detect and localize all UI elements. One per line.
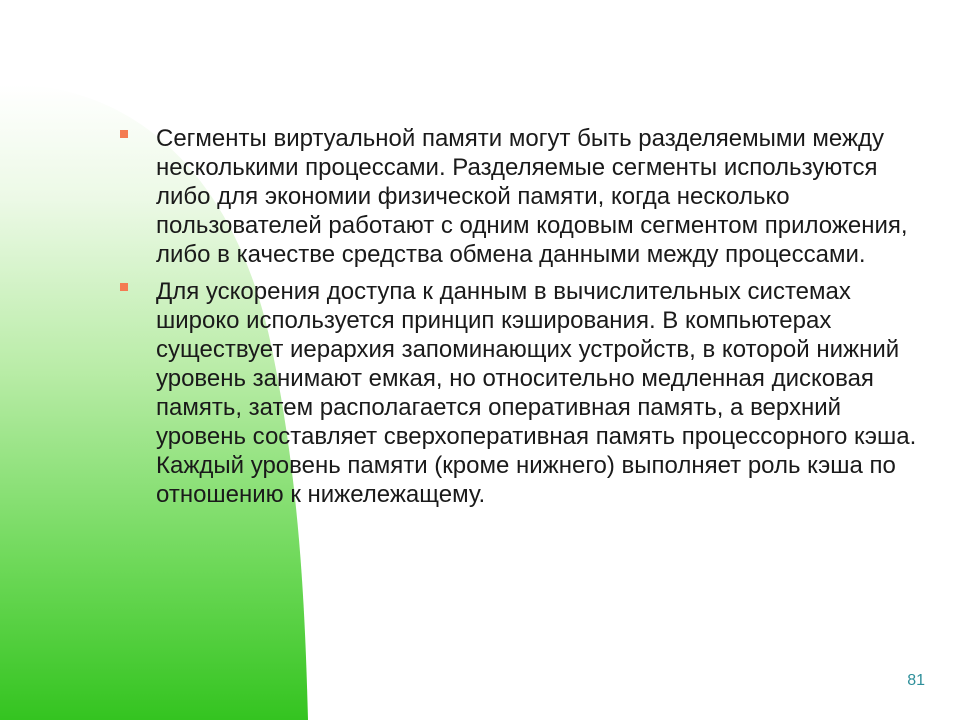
bullet-text: Сегменты виртуальной памяти могут быть разделяемыми между несколькими процессами. Разделяемые сегменты используются либо для экономии физической памяти, когда несколько пользователей работают с одним кодовым сегментом приложения, либо в качестве средства обмена данными между процессами. [156,125,908,268]
bullet-item [118,124,918,269]
page-number: 81 [907,672,925,689]
square-bullet-icon [120,130,128,138]
bullet-item [118,277,918,509]
bullet-list [118,124,918,517]
square-bullet-icon [120,283,128,291]
bullet-text: Для ускорения доступа к данным в вычислительных системах широко используется принцип кэширования. В компьютерах существует иерархия запоминающих устройств, в которой нижний уровень занимают емкая, но относительно медленная дисковая память, затем располагается оперативная память, а верхний уровень составляет сверхоперативная память процессорного кэша. Каждый уровень памяти (кроме нижнего) выполняет роль кэша по отношению к нижележащему. [156,278,917,508]
